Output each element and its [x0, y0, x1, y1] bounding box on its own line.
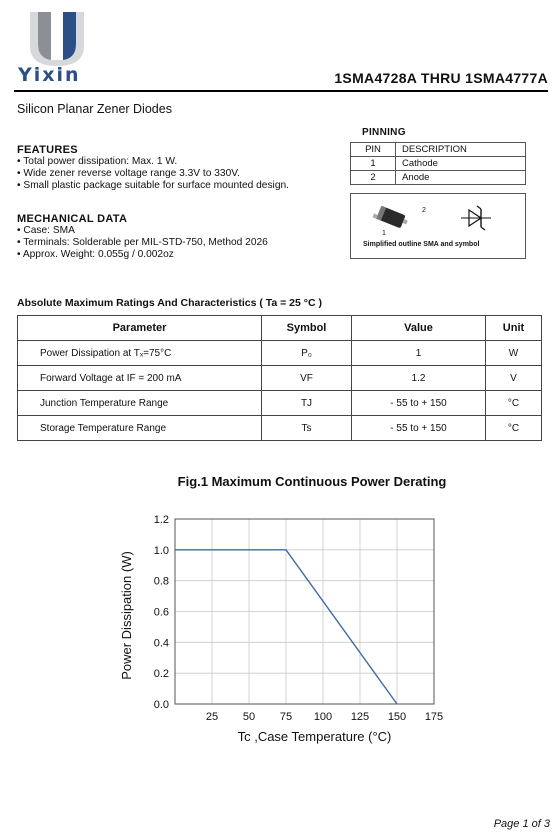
unit-cell: W: [486, 341, 542, 366]
mechanical-item: • Case: SMA: [17, 225, 75, 236]
x-tick-label: 50: [242, 711, 256, 723]
table-row: [351, 157, 526, 171]
unit-header: Unit: [486, 316, 542, 341]
value-cell: 1.2: [352, 366, 486, 391]
table-row: [18, 366, 542, 391]
package-pin-label-2: 2: [422, 207, 426, 214]
y-tick-label: 1.2: [153, 514, 169, 526]
symbol-cell: VF: [262, 366, 352, 391]
parameter-cell: Forward Voltage at IF = 200 mA: [18, 366, 262, 391]
x-tick-label: 175: [424, 711, 444, 723]
y-tick-label: 0.6: [153, 606, 169, 619]
ratings-table: [17, 315, 542, 441]
parameter-cell: Junction Temperature Range: [18, 391, 262, 416]
part-range-title: 1SMA4728A THRU 1SMA4777A: [334, 70, 548, 86]
symbol-cell: TJ: [262, 391, 352, 416]
parameter-cell: Power Dissipation at Tₓ=75°C: [18, 341, 262, 366]
unit-cell: °C: [486, 391, 542, 416]
x-tick-label: 125: [350, 711, 370, 723]
mechanical-item: • Approx. Weight: 0.055g / 0.002oz: [17, 249, 174, 260]
pin-description: Anode: [396, 171, 526, 185]
feature-item: • Small plastic package suitable for surface mounted design.: [17, 180, 289, 191]
table-row: [351, 171, 526, 185]
y-tick-label: 0.4: [153, 637, 169, 650]
pin-description: Cathode: [396, 157, 526, 171]
page-number: Page 1 of 3: [493, 818, 550, 830]
symbol-header: Symbol: [262, 316, 352, 341]
symbol-cell: Ts: [262, 416, 352, 441]
header-rule: [14, 90, 548, 92]
description-col-header: DESCRIPTION: [396, 143, 526, 157]
package-pin-label-1: 1: [382, 230, 386, 237]
x-tick-label: 25: [205, 711, 219, 723]
mechanical-section: [17, 213, 268, 261]
ratings-title: Absolute Maximum Ratings And Characteristics ( Ta = 25 °C ): [17, 297, 322, 309]
x-tick-label: 100: [313, 711, 333, 723]
pin-number: 2: [351, 171, 396, 185]
pin-col-header: PIN: [351, 143, 396, 157]
symbol-cell: P₀: [262, 341, 352, 366]
pin-number: 1: [351, 157, 396, 171]
table-row: [18, 416, 542, 441]
parameter-header: Parameter: [18, 316, 262, 341]
mechanical-item: • Terminals: Solderable per MIL-STD-750, Method 2026: [17, 237, 268, 248]
features-heading: FEATURES: [17, 144, 78, 156]
value-cell: - 55 to + 150: [352, 416, 486, 441]
package-diagram-icon: [351, 194, 525, 258]
value-header: Value: [352, 316, 486, 341]
pinning-heading: PINNING: [362, 127, 406, 138]
y-tick-label: 0.8: [153, 575, 169, 588]
unit-cell: V: [486, 366, 542, 391]
feature-item: • Wide zener reverse voltage range 3.3V to 330V.: [17, 168, 240, 179]
features-section: [17, 144, 289, 192]
feature-item: • Total power dissipation: Max. 1 W.: [17, 156, 178, 167]
x-tick-label: 75: [279, 711, 293, 723]
y-tick-label: 1.0: [153, 544, 169, 557]
value-cell: 1: [352, 341, 486, 366]
y-axis-label: Power Dissipation (W): [119, 551, 134, 680]
y-tick-label: 0.2: [153, 668, 169, 681]
unit-cell: °C: [486, 416, 542, 441]
x-tick-label: 150: [387, 711, 407, 723]
parameter-cell: Storage Temperature Range: [18, 416, 262, 441]
logo-text: Yixin: [18, 64, 81, 86]
package-caption: Simplified outline SMA and symbol: [363, 241, 480, 248]
document-subtitle: Silicon Planar Zener Diodes: [17, 102, 172, 116]
package-outline-box: [350, 193, 526, 259]
power-derating-chart: [0, 510, 560, 810]
table-row: [18, 341, 542, 366]
pinning-table: [350, 142, 526, 185]
value-cell: - 55 to + 150: [352, 391, 486, 416]
y-tick-label: 0.0: [153, 699, 169, 711]
table-row: [18, 391, 542, 416]
chart-title: Fig.1 Maximum Continuous Power Derating: [177, 474, 447, 489]
mechanical-heading: MECHANICAL DATA: [17, 213, 128, 225]
x-axis-label: Tc ,Case Temperature (°C): [237, 729, 392, 744]
